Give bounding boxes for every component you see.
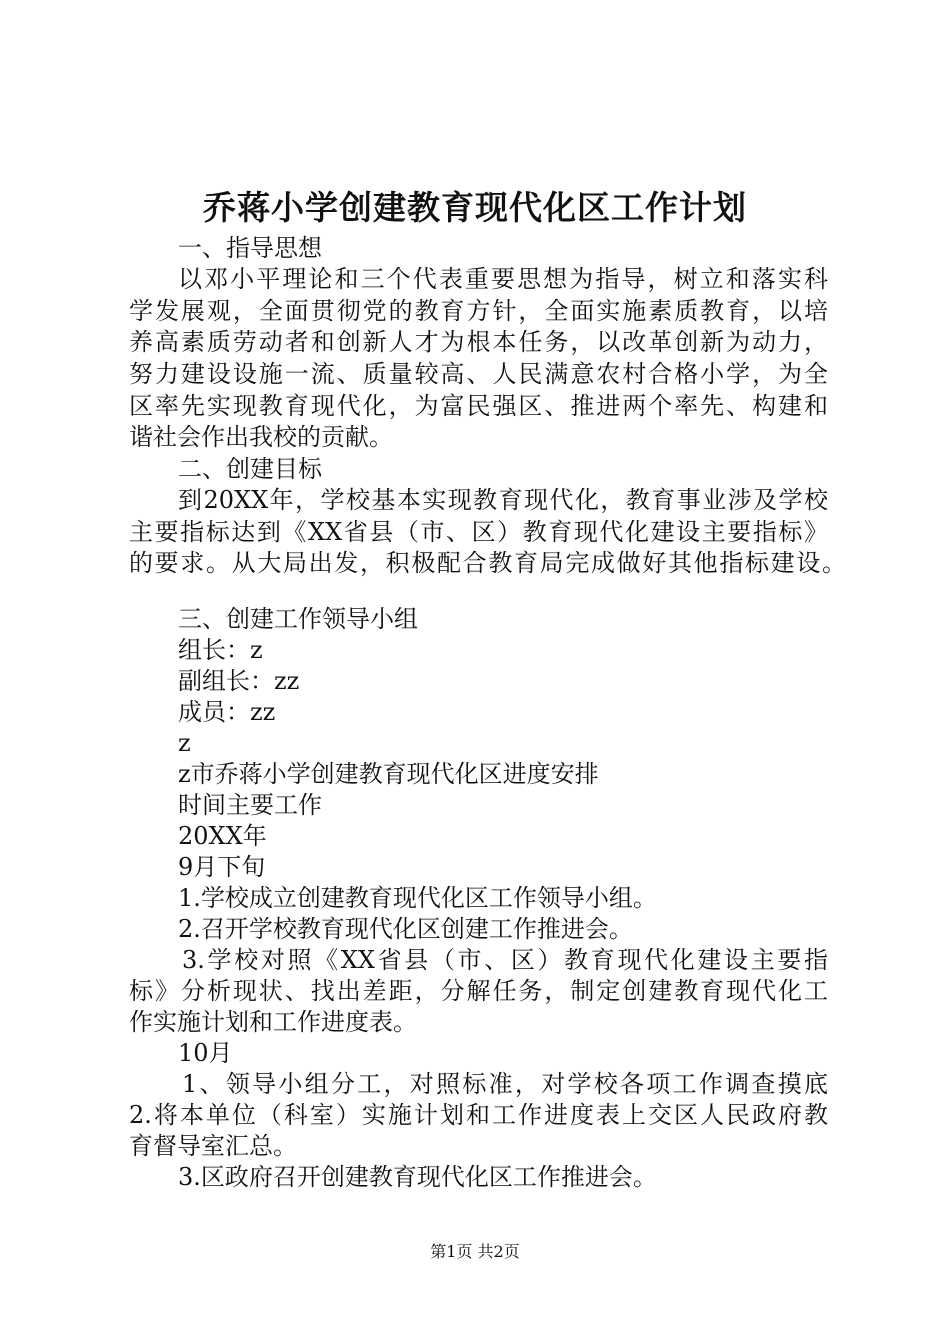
members-line: 成员：zz <box>178 698 276 726</box>
schedule-task: 3.学校对照《XX省县（市、区）教育现代化建设主要指 <box>182 946 828 974</box>
paragraph-line: 养高素质劳动者和创新人才为根本任务，以改革创新为动力， <box>129 328 828 356</box>
schedule-columns: 时间主要工作 <box>178 791 322 819</box>
section-heading-leadership-group: 三、创建工作领导小组 <box>178 605 418 633</box>
section-heading-guiding-ideology: 一、指导思想 <box>178 234 322 262</box>
paragraph-line: 到20XX年，学校基本实现教育现代化，教育事业涉及学校 <box>178 486 828 514</box>
schedule-task: 2.将本单位（科室）实施计划和工作进度表上交区人民政府教 <box>129 1101 828 1129</box>
page-number-footer: 第1页 共2页 <box>430 1242 520 1261</box>
paragraph-line: 以邓小平理论和三个代表重要思想为指导，树立和落实科 <box>178 265 828 293</box>
document-title: 乔蒋小学创建教育现代化区工作计划 <box>203 188 747 227</box>
schedule-heading: z市乔蒋小学创建教育现代化区进度安排 <box>178 760 599 788</box>
schedule-task: 3.区政府召开创建教育现代化区工作推进会。 <box>178 1163 657 1191</box>
paragraph-line: 的要求。从大局出发，积极配合教育局完成做好其他指标建设。 <box>129 549 846 577</box>
paragraph-line: 主要指标达到《XX省县（市、区）教育现代化建设主要指标》 <box>129 518 828 546</box>
schedule-task-continued: 作实施计划和工作进度表。 <box>129 1008 417 1036</box>
schedule-period-october: 10月 <box>178 1039 233 1067</box>
schedule-period-september: 9月下旬 <box>178 853 266 881</box>
schedule-task-continued: 标》分析现状、找出差距，分解任务，制定创建教育现代化工 <box>129 977 828 1005</box>
member-name-line: z <box>178 729 191 757</box>
schedule-task: 2.召开学校教育现代化区创建工作推进会。 <box>178 915 633 943</box>
paragraph-line: 努力建设设施一流、质量较高、人民满意农村合格小学，为全 <box>129 360 828 388</box>
paragraph-line: 谐社会作出我校的贡献。 <box>129 423 393 451</box>
schedule-task-continued: 育督导室汇总。 <box>129 1132 297 1160</box>
paragraph-line: 区率先实现教育现代化，为富民强区、推进两个率先、构建和 <box>129 392 828 420</box>
paragraph-line: 学发展观，全面贯彻党的教育方针，全面实施素质教育，以培 <box>129 297 828 325</box>
schedule-task: 1.学校成立创建教育现代化区工作领导小组。 <box>178 884 657 912</box>
group-leader-line: 组长：z <box>178 636 263 664</box>
deputy-leader-line: 副组长：zz <box>178 667 300 695</box>
section-heading-goals: 二、创建目标 <box>178 455 322 483</box>
schedule-task: 1、领导小组分工，对照标准，对学校各项工作调查摸底 <box>182 1070 828 1098</box>
schedule-year: 20XX年 <box>178 822 267 850</box>
